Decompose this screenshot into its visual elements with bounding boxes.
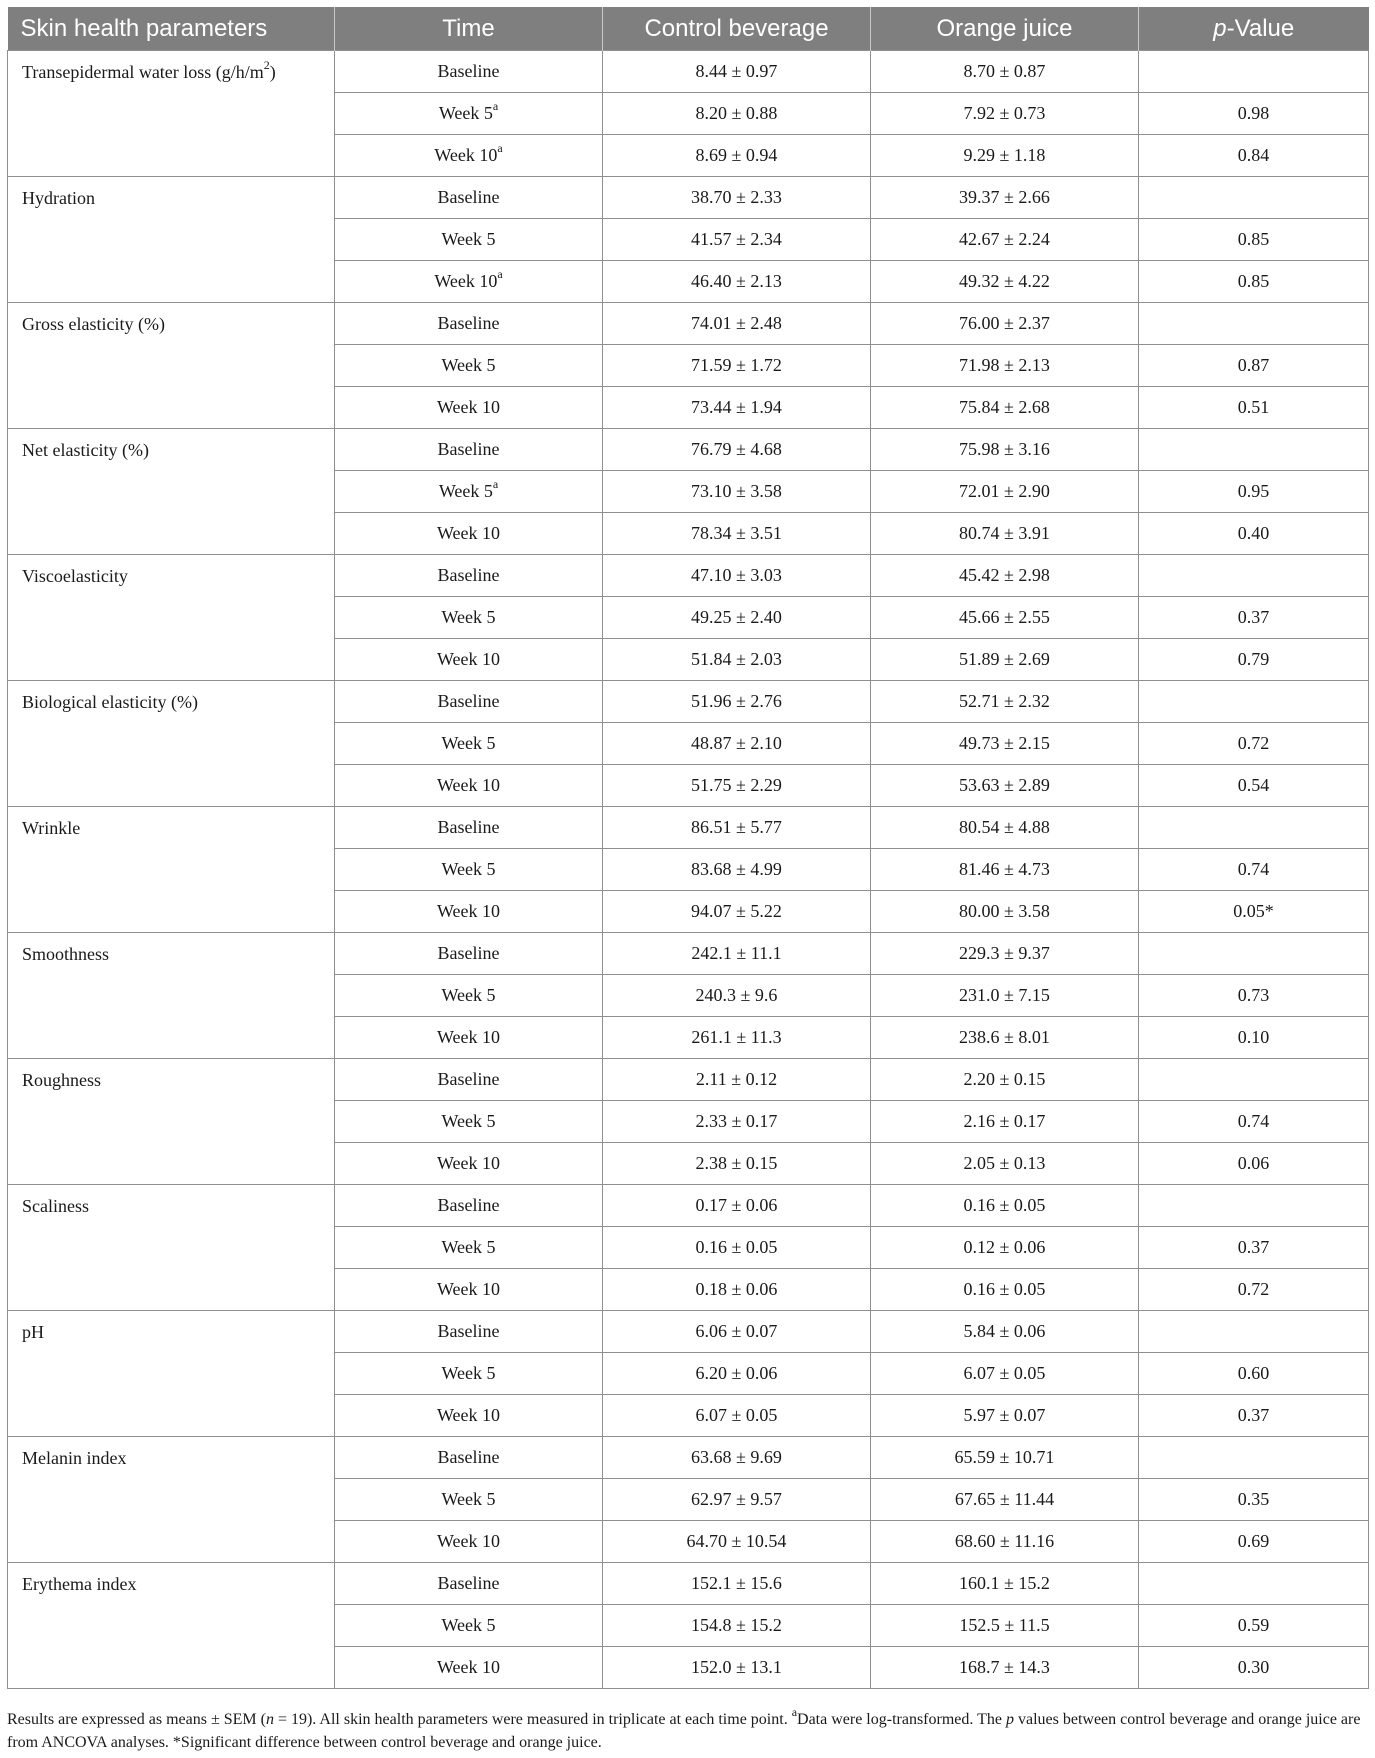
table-footnote: Results are expressed as means ± SEM (n = 19). All skin health parameters were measured in triplicate at each time point. $^a$Data were log-transformed. The p values between control beverage and orange juice are from ANCOVA analyses. *Significant difference between control beverage and orange juice. — [7, 1704, 1361, 1751]
p-value-cell: 0.30 — [1139, 1647, 1369, 1689]
time-cell: Week 10 — [335, 891, 603, 933]
p-value-cell: 0.72 — [1139, 1269, 1369, 1311]
orange-juice-value-cell: 72.01 ± 2.90 — [871, 471, 1139, 513]
orange-juice-value-cell: 7.92 ± 0.73 — [871, 93, 1139, 135]
p-value-cell — [1139, 177, 1369, 219]
p-value-cell: 0.73 — [1139, 975, 1369, 1017]
control-value-cell: 2.11 ± 0.12 — [603, 1059, 871, 1101]
control-value-cell: 152.1 ± 15.6 — [603, 1563, 871, 1605]
orange-juice-value-cell: 68.60 ± 11.16 — [871, 1521, 1139, 1563]
p-value-cell: 0.74 — [1139, 849, 1369, 891]
control-value-cell: 6.06 ± 0.07 — [603, 1311, 871, 1353]
control-value-cell: 240.3 ± 9.6 — [603, 975, 871, 1017]
p-value-cell — [1139, 1059, 1369, 1101]
parameter-name: Transepidermal water loss $(g/h/m^2)$ — [8, 51, 335, 177]
p-value-cell: 0.79 — [1139, 639, 1369, 681]
p-value-cell — [1139, 681, 1369, 723]
time-cell: Week 5 — [335, 1101, 603, 1143]
control-value-cell: 2.33 ± 0.17 — [603, 1101, 871, 1143]
p-value-cell: 0.72 — [1139, 723, 1369, 765]
orange-juice-value-cell: 0.16 ± 0.05 — [871, 1269, 1139, 1311]
p-value-cell: 0.37 — [1139, 1395, 1369, 1437]
time-cell: Baseline — [335, 1311, 603, 1353]
table-row — [8, 681, 1369, 723]
parameter-name: Smoothness — [8, 933, 335, 1059]
time-cell: Week 10 — [335, 1521, 603, 1563]
orange-juice-value-cell: 71.98 ± 2.13 — [871, 345, 1139, 387]
p-value-cell — [1139, 807, 1369, 849]
time-cell: Baseline — [335, 1563, 603, 1605]
orange-juice-value-cell: 8.70 ± 0.87 — [871, 51, 1139, 93]
control-value-cell: 8.69 ± 0.94 — [603, 135, 871, 177]
orange-juice-value-cell: 75.98 ± 3.16 — [871, 429, 1139, 471]
control-value-cell: 64.70 ± 10.54 — [603, 1521, 871, 1563]
control-value-cell: 78.34 ± 3.51 — [603, 513, 871, 555]
orange-juice-value-cell: 238.6 ± 8.01 — [871, 1017, 1139, 1059]
time-cell: Baseline — [335, 177, 603, 219]
p-value-cell: 0.85 — [1139, 219, 1369, 261]
control-value-cell: 0.16 ± 0.05 — [603, 1227, 871, 1269]
table-row — [8, 177, 1369, 219]
time-cell: Week 5 — [335, 1605, 603, 1647]
control-value-cell: 86.51 ± 5.77 — [603, 807, 871, 849]
time-cell: Week 10 — [335, 387, 603, 429]
time-cell: Baseline — [335, 1185, 603, 1227]
time-cell: Baseline — [335, 807, 603, 849]
time-cell: Week 5 — [335, 723, 603, 765]
p-value-cell: 0.84 — [1139, 135, 1369, 177]
parameter-name: pH — [8, 1311, 335, 1437]
p-value-cell — [1139, 429, 1369, 471]
parameter-name: Scaliness — [8, 1185, 335, 1311]
orange-juice-value-cell: 9.29 ± 1.18 — [871, 135, 1139, 177]
orange-juice-value-cell: 75.84 ± 2.68 — [871, 387, 1139, 429]
control-value-cell: 0.17 ± 0.06 — [603, 1185, 871, 1227]
header-orange-juice: Orange juice — [871, 7, 1139, 51]
control-value-cell: 47.10 ± 3.03 — [603, 555, 871, 597]
control-value-cell: 74.01 ± 2.48 — [603, 303, 871, 345]
time-cell: Week 5 — [335, 975, 603, 1017]
p-value-cell: 0.51 — [1139, 387, 1369, 429]
time-cell: Week 5 — [335, 849, 603, 891]
time-cell: Week 10 — [335, 765, 603, 807]
p-value-cell — [1139, 303, 1369, 345]
parameter-name: Gross elasticity (%) — [8, 303, 335, 429]
control-value-cell: 38.70 ± 2.33 — [603, 177, 871, 219]
control-value-cell: 46.40 ± 2.13 — [603, 261, 871, 303]
time-cell: Baseline — [335, 303, 603, 345]
time-cell: Baseline — [335, 681, 603, 723]
p-value-cell — [1139, 1563, 1369, 1605]
orange-juice-value-cell: 229.3 ± 9.37 — [871, 933, 1139, 975]
time-cell: Week 10 — [335, 1395, 603, 1437]
p-value-cell: 0.37 — [1139, 1227, 1369, 1269]
time-cell: Week 5 — [335, 1479, 603, 1521]
p-value-cell: 0.37 — [1139, 597, 1369, 639]
time-cell: Week 5 — [335, 1227, 603, 1269]
orange-juice-value-cell: 80.74 ± 3.91 — [871, 513, 1139, 555]
orange-juice-value-cell: 53.63 ± 2.89 — [871, 765, 1139, 807]
orange-juice-value-cell: 80.00 ± 3.58 — [871, 891, 1139, 933]
p-value-cell: 0.59 — [1139, 1605, 1369, 1647]
orange-juice-value-cell: 231.0 ± 7.15 — [871, 975, 1139, 1017]
p-value-cell — [1139, 51, 1369, 93]
time-cell: Week 10$^a$ — [335, 135, 603, 177]
p-value-cell: 0.69 — [1139, 1521, 1369, 1563]
control-value-cell: 51.84 ± 2.03 — [603, 639, 871, 681]
control-value-cell: 51.75 ± 2.29 — [603, 765, 871, 807]
table-row — [8, 303, 1369, 345]
orange-juice-value-cell: 152.5 ± 11.5 — [871, 1605, 1139, 1647]
orange-juice-value-cell: 45.42 ± 2.98 — [871, 555, 1139, 597]
control-value-cell: 63.68 ± 9.69 — [603, 1437, 871, 1479]
control-value-cell: 62.97 ± 9.57 — [603, 1479, 871, 1521]
parameter-name: Melanin index — [8, 1437, 335, 1563]
parameter-name: Roughness — [8, 1059, 335, 1185]
p-value-cell: 0.60 — [1139, 1353, 1369, 1395]
header-time: Time — [335, 7, 603, 51]
table-container — [7, 7, 1368, 1689]
time-cell: Baseline — [335, 555, 603, 597]
time-cell: Week 5 — [335, 1353, 603, 1395]
control-value-cell: 73.44 ± 1.94 — [603, 387, 871, 429]
p-value-cell: 0.85 — [1139, 261, 1369, 303]
time-cell: Week 5$^a$ — [335, 471, 603, 513]
p-value-cell: 0.98 — [1139, 93, 1369, 135]
control-value-cell: 73.10 ± 3.58 — [603, 471, 871, 513]
table-body — [8, 51, 1369, 1689]
time-cell: Week 5$^a$ — [335, 93, 603, 135]
time-cell: Baseline — [335, 1059, 603, 1101]
orange-juice-value-cell: 0.16 ± 0.05 — [871, 1185, 1139, 1227]
control-value-cell: 83.68 ± 4.99 — [603, 849, 871, 891]
table-row — [8, 807, 1369, 849]
header-param: Skin health parameters — [8, 7, 335, 51]
orange-juice-value-cell: 67.65 ± 11.44 — [871, 1479, 1139, 1521]
control-value-cell: 49.25 ± 2.40 — [603, 597, 871, 639]
time-cell: Week 5 — [335, 345, 603, 387]
control-value-cell: 76.79 ± 4.68 — [603, 429, 871, 471]
control-value-cell: 48.87 ± 2.10 — [603, 723, 871, 765]
parameter-name: Viscoelasticity — [8, 555, 335, 681]
p-value-cell — [1139, 555, 1369, 597]
p-value-cell: 0.40 — [1139, 513, 1369, 555]
parameter-name: Biological elasticity (%) — [8, 681, 335, 807]
table-header-row — [8, 7, 1369, 51]
control-value-cell: 154.8 ± 15.2 — [603, 1605, 871, 1647]
orange-juice-value-cell: 76.00 ± 2.37 — [871, 303, 1139, 345]
table-row — [8, 933, 1369, 975]
p-value-cell: 0.05* — [1139, 891, 1369, 933]
control-value-cell: 51.96 ± 2.76 — [603, 681, 871, 723]
orange-juice-value-cell: 39.37 ± 2.66 — [871, 177, 1139, 219]
table-row — [8, 1185, 1369, 1227]
time-cell: Week 10 — [335, 1143, 603, 1185]
control-value-cell: 152.0 ± 13.1 — [603, 1647, 871, 1689]
skin-health-table — [7, 7, 1369, 1689]
table-row — [8, 51, 1369, 93]
orange-juice-value-cell: 168.7 ± 14.3 — [871, 1647, 1139, 1689]
orange-juice-value-cell: 160.1 ± 15.2 — [871, 1563, 1139, 1605]
orange-juice-value-cell: 2.05 ± 0.13 — [871, 1143, 1139, 1185]
p-value-cell — [1139, 1311, 1369, 1353]
orange-juice-value-cell: 51.89 ± 2.69 — [871, 639, 1139, 681]
time-cell: Week 10 — [335, 1647, 603, 1689]
orange-juice-value-cell: 81.46 ± 4.73 — [871, 849, 1139, 891]
table-row — [8, 1437, 1369, 1479]
p-value-cell: 0.35 — [1139, 1479, 1369, 1521]
control-value-cell: 0.18 ± 0.06 — [603, 1269, 871, 1311]
table-row — [8, 1311, 1369, 1353]
control-value-cell: 2.38 ± 0.15 — [603, 1143, 871, 1185]
p-value-cell: 0.54 — [1139, 765, 1369, 807]
time-cell: Week 5 — [335, 219, 603, 261]
parameter-name: Hydration — [8, 177, 335, 303]
control-value-cell: 8.20 ± 0.88 — [603, 93, 871, 135]
time-cell: Week 10 — [335, 639, 603, 681]
orange-juice-value-cell: 2.20 ± 0.15 — [871, 1059, 1139, 1101]
time-cell: Baseline — [335, 933, 603, 975]
time-cell: Week 10$^a$ — [335, 261, 603, 303]
p-value-cell — [1139, 1185, 1369, 1227]
table-row — [8, 429, 1369, 471]
time-cell: Week 10 — [335, 513, 603, 555]
orange-juice-value-cell: 2.16 ± 0.17 — [871, 1101, 1139, 1143]
time-cell: Baseline — [335, 1437, 603, 1479]
control-value-cell: 8.44 ± 0.97 — [603, 51, 871, 93]
orange-juice-value-cell: 0.12 ± 0.06 — [871, 1227, 1139, 1269]
parameter-name: Net elasticity (%) — [8, 429, 335, 555]
time-cell: Week 10 — [335, 1017, 603, 1059]
orange-juice-value-cell: 45.66 ± 2.55 — [871, 597, 1139, 639]
orange-juice-value-cell: 5.97 ± 0.07 — [871, 1395, 1139, 1437]
orange-juice-value-cell: 6.07 ± 0.05 — [871, 1353, 1139, 1395]
control-value-cell: 94.07 ± 5.22 — [603, 891, 871, 933]
control-value-cell: 242.1 ± 11.1 — [603, 933, 871, 975]
table-row — [8, 555, 1369, 597]
p-value-cell: 0.87 — [1139, 345, 1369, 387]
orange-juice-value-cell: 49.32 ± 4.22 — [871, 261, 1139, 303]
table-row — [8, 1059, 1369, 1101]
orange-juice-value-cell: 65.59 ± 10.71 — [871, 1437, 1139, 1479]
header-control: Control beverage — [603, 7, 871, 51]
control-value-cell: 6.07 ± 0.05 — [603, 1395, 871, 1437]
orange-juice-value-cell: 80.54 ± 4.88 — [871, 807, 1139, 849]
control-value-cell: 6.20 ± 0.06 — [603, 1353, 871, 1395]
p-value-cell — [1139, 1437, 1369, 1479]
control-value-cell: 41.57 ± 2.34 — [603, 219, 871, 261]
orange-juice-value-cell: 49.73 ± 2.15 — [871, 723, 1139, 765]
header-p-value: p-Value — [1139, 7, 1369, 51]
time-cell: Baseline — [335, 429, 603, 471]
p-value-cell: 0.06 — [1139, 1143, 1369, 1185]
orange-juice-value-cell: 42.67 ± 2.24 — [871, 219, 1139, 261]
table-row — [8, 1563, 1369, 1605]
p-value-cell: 0.10 — [1139, 1017, 1369, 1059]
control-value-cell: 71.59 ± 1.72 — [603, 345, 871, 387]
parameter-name: Erythema index — [8, 1563, 335, 1689]
p-value-cell: 0.95 — [1139, 471, 1369, 513]
parameter-name: Wrinkle — [8, 807, 335, 933]
orange-juice-value-cell: 52.71 ± 2.32 — [871, 681, 1139, 723]
time-cell: Week 10 — [335, 1269, 603, 1311]
time-cell: Week 5 — [335, 597, 603, 639]
time-cell: Baseline — [335, 51, 603, 93]
control-value-cell: 261.1 ± 11.3 — [603, 1017, 871, 1059]
orange-juice-value-cell: 5.84 ± 0.06 — [871, 1311, 1139, 1353]
p-value-cell: 0.74 — [1139, 1101, 1369, 1143]
p-value-cell — [1139, 933, 1369, 975]
